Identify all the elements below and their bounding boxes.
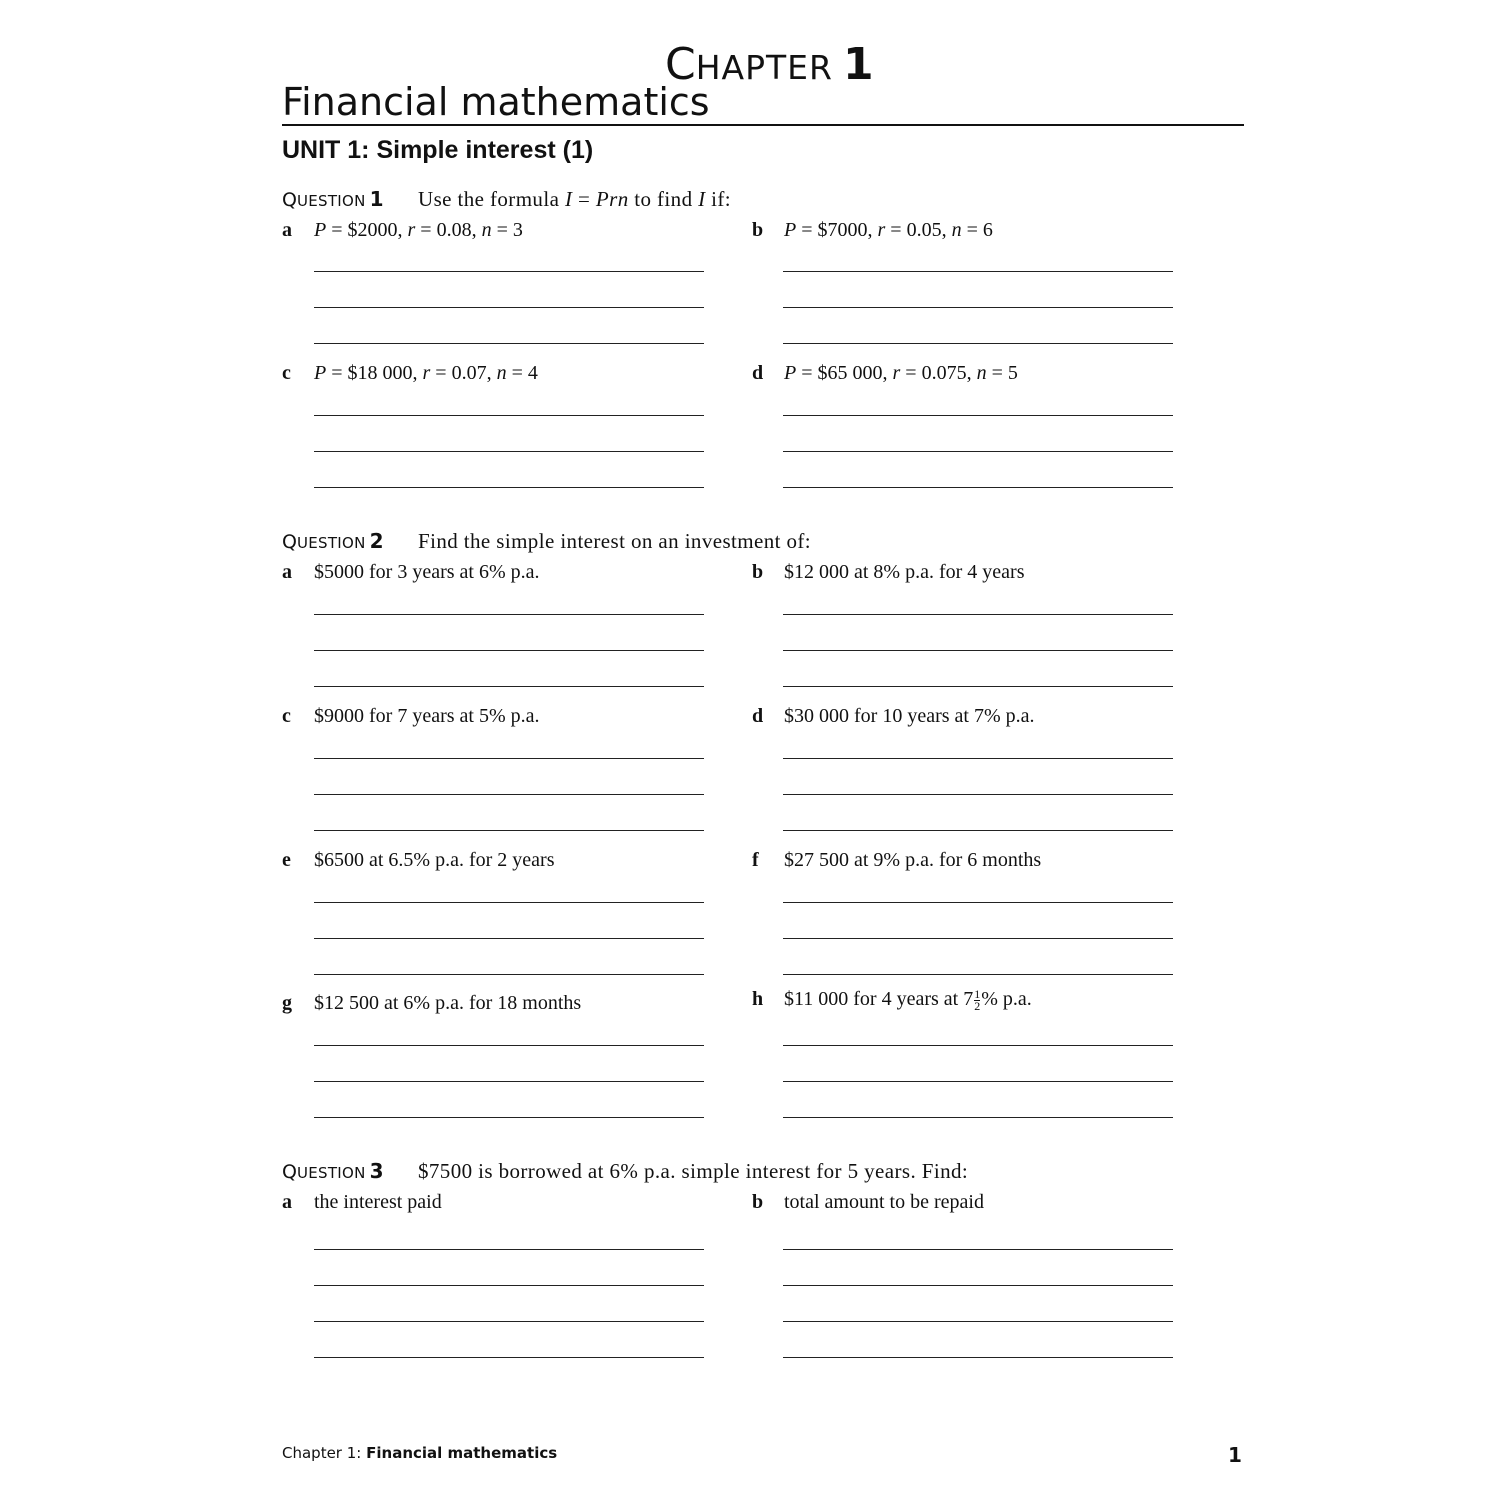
question-2-heading — [282, 529, 812, 553]
unit-title: UNIT 1: Simple interest (1) — [282, 136, 594, 164]
question-1-part-a: a P = $2000, r = 0.08, n = 3 — [282, 219, 523, 241]
answer-line[interactable] — [783, 614, 1173, 615]
answer-line[interactable] — [314, 1045, 704, 1046]
answer-line[interactable] — [314, 1117, 704, 1118]
answer-line[interactable] — [314, 451, 704, 452]
question-1-part-d: d P = $65 000, r = 0.075, n = 5 — [752, 362, 1018, 384]
answer-line[interactable] — [783, 271, 1173, 272]
answer-line[interactable] — [783, 974, 1173, 975]
answer-line[interactable] — [783, 343, 1173, 344]
answer-line[interactable] — [314, 1321, 704, 1322]
answer-line[interactable] — [314, 614, 704, 615]
answer-line[interactable] — [783, 902, 1173, 903]
answer-line[interactable] — [783, 1285, 1173, 1286]
answer-line[interactable] — [783, 451, 1173, 452]
question-2-part-b: b $12 000 at 8% p.a. for 4 years — [752, 561, 1025, 583]
answer-line[interactable] — [783, 650, 1173, 651]
question-3-part-a: a the interest paid — [282, 1191, 442, 1213]
answer-line[interactable] — [314, 830, 704, 831]
answer-line[interactable] — [314, 938, 704, 939]
answer-line[interactable] — [783, 1117, 1173, 1118]
answer-line[interactable] — [314, 415, 704, 416]
answer-line[interactable] — [783, 1249, 1173, 1250]
question-2-part-g: g $12 500 at 6% p.a. for 18 months — [282, 992, 582, 1014]
answer-line[interactable] — [783, 794, 1173, 795]
question-label: QUESTION — [282, 189, 366, 211]
answer-line[interactable] — [783, 307, 1173, 308]
chapter-title: Financial mathematics — [282, 80, 710, 124]
answer-line[interactable] — [314, 1081, 704, 1082]
question-number: 3 — [369, 1159, 384, 1183]
answer-line[interactable] — [783, 758, 1173, 759]
question-2-part-h: h $11 000 for 4 years at 7 $\frac{1}{2}$ % p.a. — [752, 986, 1032, 1013]
question-2-part-a: a $5000 for 3 years at 6% p.a. — [282, 561, 540, 583]
chapter-heading-rest: HAPTER — [695, 48, 833, 87]
question-2-part-c: c $9000 for 7 years at 5% p.a. — [282, 705, 540, 727]
chapter-heading-initial: C — [665, 39, 696, 90]
question-3-prompt: $7500 is borrowed at 6% p.a. simple interest for 5 years. Find: — [418, 1159, 969, 1183]
question-number: 2 — [369, 529, 384, 553]
question-2-part-f: f $27 500 at 9% p.a. for 6 months — [752, 849, 1042, 871]
question-1-part-b: b P = $7000, r = 0.05, n = 6 — [752, 219, 993, 241]
question-3-heading — [282, 1159, 969, 1183]
question-label: QUESTION — [282, 531, 366, 553]
question-1-heading — [282, 187, 732, 211]
answer-line[interactable] — [783, 415, 1173, 416]
page-number: 1 — [1228, 1443, 1242, 1467]
question-1-part-c: c P = $18 000, r = 0.07, n = 4 — [282, 362, 538, 384]
title-rule — [282, 124, 1244, 126]
answer-line[interactable] — [783, 830, 1173, 831]
question-number: 1 — [369, 187, 384, 211]
answer-line[interactable] — [314, 794, 704, 795]
answer-line[interactable] — [783, 1357, 1173, 1358]
question-3-part-b: b total amount to be repaid — [752, 1191, 984, 1213]
answer-line[interactable] — [314, 343, 704, 344]
footer-chapter: Chapter 1: Financial mathematics — [282, 1444, 558, 1462]
question-label: QUESTION — [282, 1161, 366, 1183]
answer-line[interactable] — [314, 307, 704, 308]
answer-line[interactable] — [314, 271, 704, 272]
answer-line[interactable] — [314, 974, 704, 975]
answer-line[interactable] — [783, 938, 1173, 939]
question-2-part-e: e $6500 at 6.5% p.a. for 2 years — [282, 849, 555, 871]
answer-line[interactable] — [314, 1357, 704, 1358]
answer-line[interactable] — [783, 487, 1173, 488]
fraction-one-half: $\frac{1}{2}$ — [974, 986, 981, 1013]
question-2-prompt: Find the simple interest on an investment of: — [418, 529, 812, 553]
question-2-part-d: d $30 000 for 10 years at 7% p.a. — [752, 705, 1035, 727]
answer-line[interactable] — [314, 902, 704, 903]
answer-line[interactable] — [314, 487, 704, 488]
answer-line[interactable] — [783, 1045, 1173, 1046]
chapter-number: 1 — [842, 39, 874, 90]
question-1-prompt: Use the formula I = Prn to find I if: — [418, 187, 732, 211]
answer-line[interactable] — [314, 686, 704, 687]
answer-line[interactable] — [783, 686, 1173, 687]
answer-line[interactable] — [314, 1285, 704, 1286]
answer-line[interactable] — [314, 1249, 704, 1250]
answer-line[interactable] — [314, 758, 704, 759]
answer-line[interactable] — [314, 650, 704, 651]
answer-line[interactable] — [783, 1081, 1173, 1082]
answer-line[interactable] — [783, 1321, 1173, 1322]
